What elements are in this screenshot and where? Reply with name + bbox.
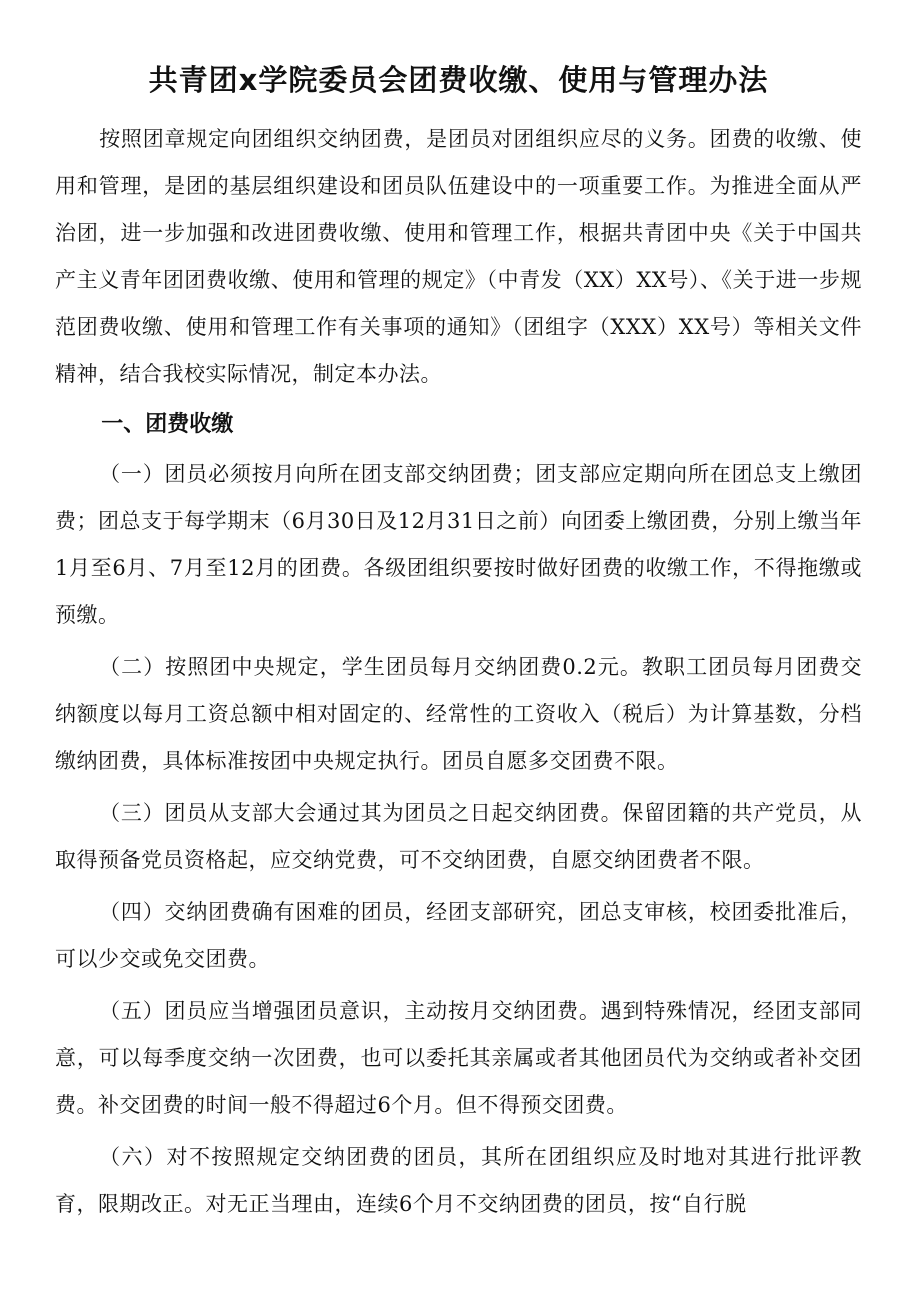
clause-3: （三）团员从支部大会通过其为团员之日起交纳团费。保留团籍的共产党员，从取得预备党员资格起，应交纳党费，可不交纳团费，自愿交纳团费者不限。 (55, 801, 862, 872)
clause-2: （二）按照团中央规定，学生团员每月交纳团费0.2元。教职工团员每月团费交纳额度以每月工资总额中相对固定的、经常性的工资收入（税后）为计算基数，分档缴纳团费，具体标准按团中央规定执行。团员自愿多交团费不限。 (55, 655, 862, 773)
clause-5: （五）团员应当增强团员意识，主动按月交纳团费。遇到特殊情况，经团支部同意，可以每季度交纳一次团费，也可以委托其亲属或者其他团员代为交纳或者补交团费。补交团费的时间一般不得超过6个月。但不得预交团费。 (55, 999, 862, 1117)
document-page (55, 56, 862, 1228)
section-heading-fee-collection: 一、团费收缴 (101, 412, 234, 437)
intro-paragraph: 按照团章规定向团组织交纳团费，是团员对团组织应尽的义务。团费的收缴、使用和管理，是团的基层组织建设和团员队伍建设中的一项重要工作。为推进全面从严治团，进一步加强和改进团费收缴、使用和管理工作，根据共青团中央《关于中国共产主义青年团团费收缴、使用和管理的规定》（中青发（XX）XX号）、《关于进一步规范团费收缴、使用和管理工作有关事项的通知》（团组字（XXX）XX号）等相关文件精神，结合我校实际情况，制定本办法。 (55, 127, 862, 386)
clause-1: （一）团员必须按月向所在团支部交纳团费；团支部应定期向所在团总支上缴团费；团总支于每学期末（6月30日及12月31日之前）向团委上缴团费，分别上缴当年1月至6月、7月至12月的团费。各级团组织要按时做好团费的收缴工作，不得拖缴或预缴。 (55, 462, 862, 627)
clause-4: （四）交纳团费确有困难的团员，经团支部研究，团总支审核，校团委批准后，可以少交或免交团费。 (55, 900, 862, 971)
document-title: 共青团x学院委员会团费收缴、使用与管理办法 (148, 63, 769, 97)
clause-6: （六）对不按照规定交纳团费的团员，其所在团组织应及时地对其进行批评教育，限期改正。对无正当理由，连续6个月不交纳团费的团员，按“自行脱 (55, 1145, 862, 1216)
